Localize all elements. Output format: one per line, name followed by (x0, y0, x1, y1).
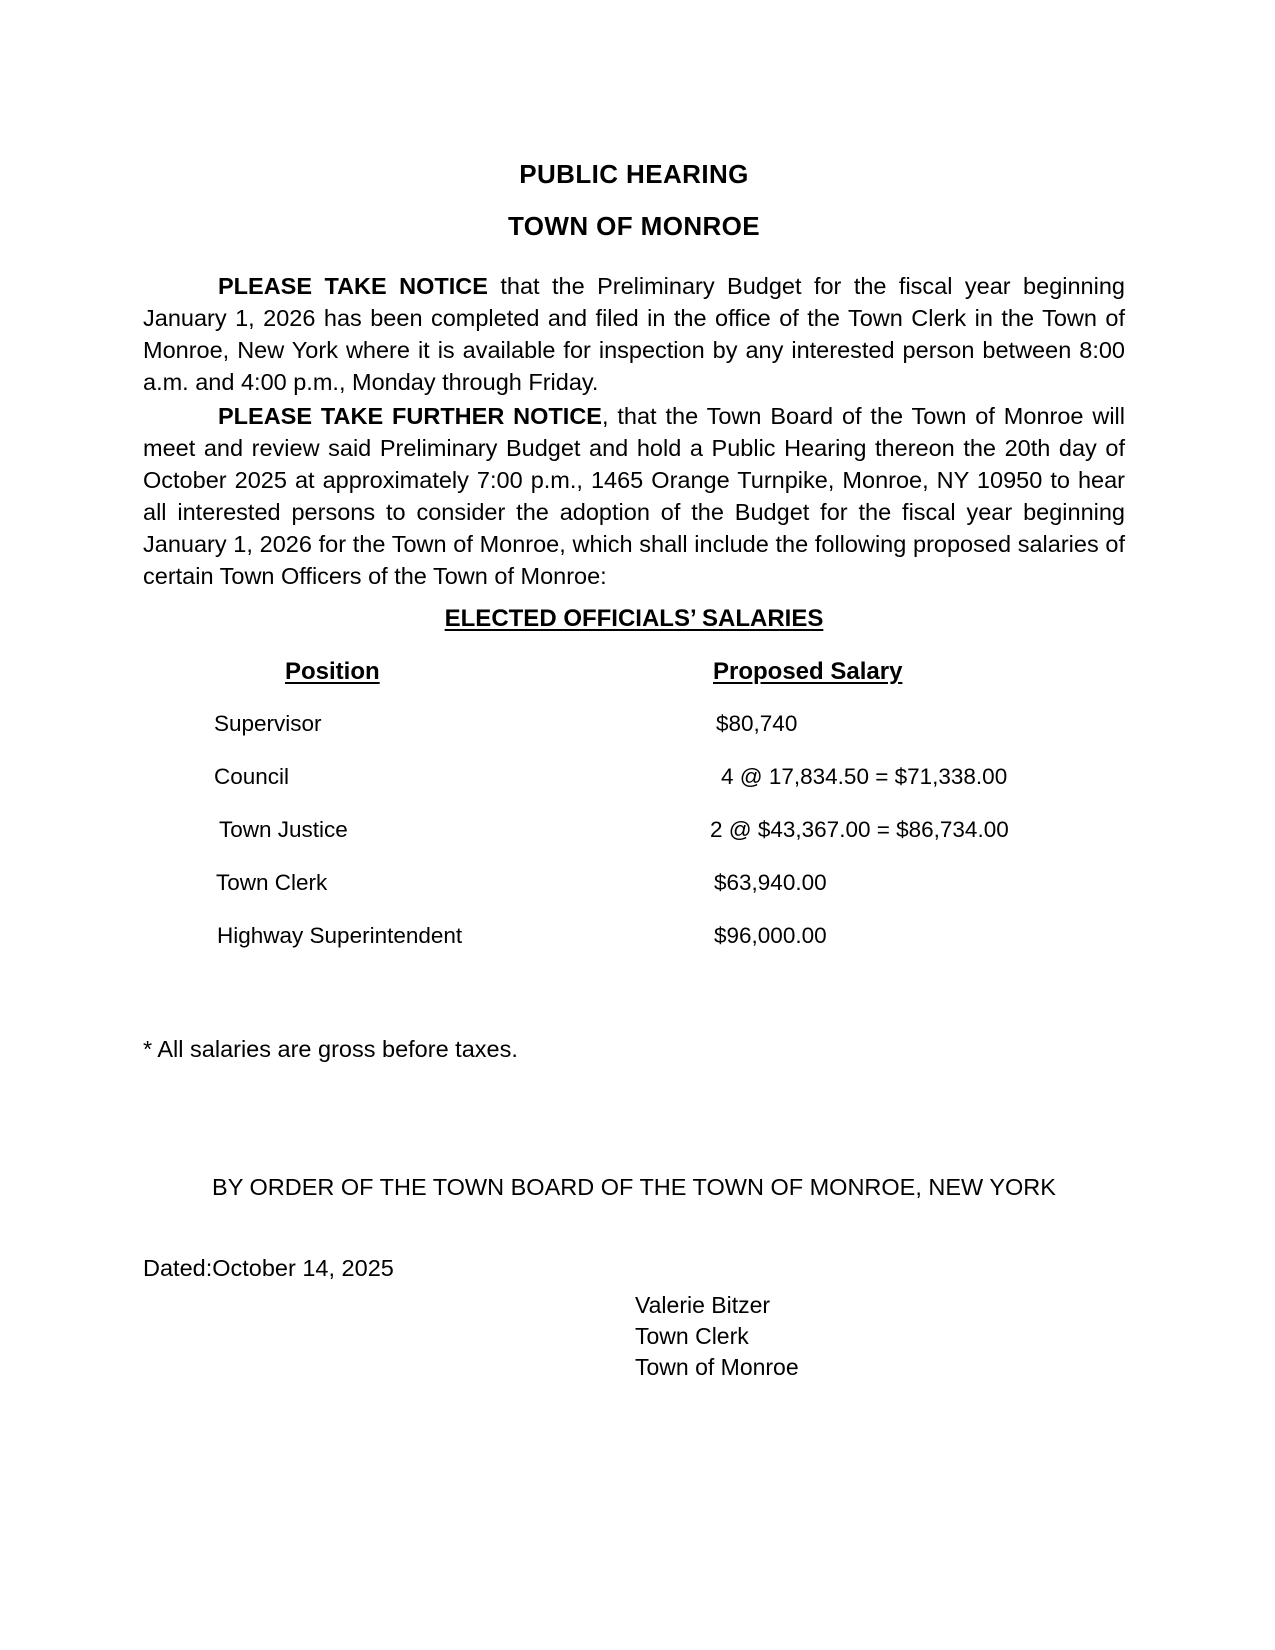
column-header-position-text: Position (285, 658, 380, 685)
position-cell: Town Clerk (216, 870, 328, 895)
salary-table (0, 658, 1275, 976)
position-cell: Town Justice (219, 817, 348, 842)
salary-cell: 2 @ $43,367.00 = $86,734.00 (710, 817, 1009, 842)
table-row (0, 764, 1275, 817)
notice-lead-text: PLEASE TAKE NOTICE (218, 272, 488, 299)
by-order-statement: BY ORDER OF THE TOWN BOARD OF THE TOWN OF MONROE, NEW YORK (212, 1174, 1056, 1200)
position-cell: Supervisor (214, 711, 322, 736)
salary-cell: $80,740 (716, 711, 798, 736)
salary-cell: 4 @ 17,834.50 = $71,338.00 (721, 764, 1008, 789)
page-title-public-hearing: PUBLIC HEARING (519, 159, 749, 190)
column-header-position (285, 658, 380, 686)
section-heading-elected-officials-salaries (143, 605, 1125, 633)
signature-name: Valerie Bitzer (635, 1292, 771, 1318)
salaries-heading-text: ELECTED OFFICIALS’ SALARIES (444, 605, 824, 632)
table-header-row (0, 658, 1275, 711)
notice-body-text: that the Preliminary Budget for the fiscal year beginning January 1, 2026 has been completed and filed in the office of the Town Clerk in the Town of Monroe, New York where it is available for inspection by any interested person between 8:00 a.m. and 4:00 p.m., Monday through Friday. (143, 272, 1125, 395)
column-header-proposed-salary-text: Proposed Salary (713, 658, 903, 685)
signature-title: Town Clerk (635, 1323, 749, 1349)
further-notice-body-text: , that the Town Board of the Town of Monroe will meet and review said Preliminary Budget and hold a Public Hearing thereon the 20th day of October 2025 at approximately 7:00 p.m., 1465 Orange Turnpike, Monroe, NY 10950 to hear all interested persons to consider the adoption of the Budget for the fiscal year beginning January 1, 2026 for the Town of Monroe, which shall include the following proposed salaries of certain Town Officers of the Town of Monroe: (143, 402, 1125, 589)
table-row (0, 817, 1275, 870)
signature-block (635, 1290, 799, 1383)
column-header-proposed-salary (713, 658, 902, 686)
table-row (0, 711, 1275, 764)
table-row (0, 923, 1275, 976)
dated-line: Dated:October 14, 2025 (143, 1255, 394, 1281)
salary-cell: $96,000.00 (714, 923, 827, 948)
further-notice-lead-text: PLEASE TAKE FURTHER NOTICE (218, 402, 602, 429)
salary-cell: $63,940.00 (714, 870, 827, 895)
table-row (0, 870, 1275, 923)
page-title-town-of-monroe: TOWN OF MONROE (507, 211, 761, 242)
signature-organization: Town of Monroe (635, 1354, 799, 1380)
position-cell: Highway Superintendent (217, 923, 463, 948)
paragraph-please-take-further-notice (143, 400, 1125, 592)
position-cell: Council (214, 764, 290, 789)
footnote-salaries-gross: * All salaries are gross before taxes. (143, 1036, 518, 1062)
paragraph-please-take-notice (143, 270, 1125, 398)
